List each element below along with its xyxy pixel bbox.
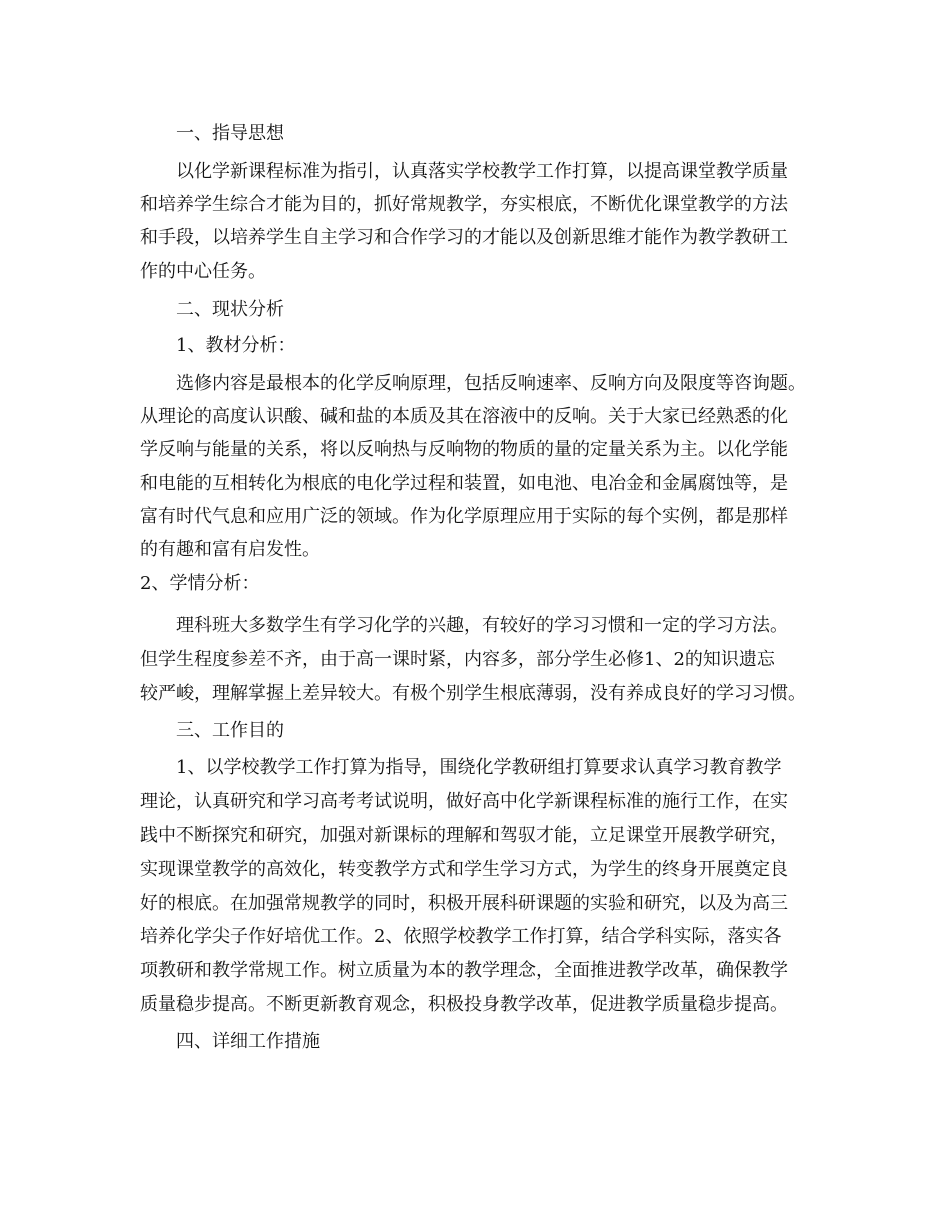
heading-work-goals: 三、工作目的 xyxy=(176,720,284,741)
paragraph-line: 好的根底。在加强常规教学的同时，积极开展科研课题的实验和研究，以及为高三 xyxy=(140,893,788,914)
paragraph-line: 富有时代气息和应用广泛的领域。作为化学原理应用于实际的每个实例，都是那样 xyxy=(140,506,788,527)
heading-current-analysis: 二、现状分析 xyxy=(176,299,284,320)
paragraph-line: 理论，认真研究和学习高考考试说明，做好高中化学新课程标准的施行工作，在实 xyxy=(140,791,788,812)
paragraph-line: 践中不断探究和研究，加强对新课标的理解和驾驭才能，立足课堂开展教学研究， xyxy=(140,825,788,846)
paragraph-line: 和培养学生综合才能为目的，抓好常规教学，夯实根底，不断优化课堂教学的方法 xyxy=(140,194,788,215)
paragraph-line: 和电能的互相转化为根底的电化学过程和装置，如电池、电冶金和金属腐蚀等，是 xyxy=(140,473,788,494)
paragraph-line: 项教研和教学常规工作。树立质量为本的教学理念，全面推进教学改革，确保教学 xyxy=(140,960,788,981)
paragraph-line: 和手段，以培养学生自主学习和合作学习的才能以及创新思维才能作为教学教研工 xyxy=(140,227,788,248)
paragraph-line: 选修内容是最根本的化学反响原理，包括反响速率、反响方向及限度等咨询题。 xyxy=(176,373,806,394)
paragraph-line: 较严峻，理解掌握上差异较大。有极个别学生根底薄弱，没有养成良好的学习习惯。 xyxy=(140,683,806,704)
paragraph-line: 1、以学校教学工作打算为指导，围绕化学教研组打算要求认真学习教育教学 xyxy=(176,757,782,778)
paragraph-line: 培养化学尖子作好培优工作。2、依照学校教学工作打算，结合学科实际，落实各 xyxy=(140,926,782,947)
paragraph-line: 但学生程度参差不齐，由于高一课时紧，内容多，部分学生必修1、2的知识遗忘 xyxy=(140,649,775,670)
paragraph-line: 质量稳步提高。不断更新教育观念，积极投身教学改革，促进教学质量稳步提高。 xyxy=(140,994,788,1015)
paragraph-line: 学反响与能量的关系，将以反响热与反响物的物质的量的定量关系为主。以化学能 xyxy=(140,439,788,460)
paragraph-line: 从理论的高度认识酸、碱和盐的本质及其在溶液中的反响。关于大家已经熟悉的化 xyxy=(140,406,788,427)
subheading-student-analysis: 2、学情分析： xyxy=(140,573,260,594)
paragraph-line: 作的中心任务。 xyxy=(140,261,266,282)
paragraph-line: 理科班大多数学生有学习化学的兴趣，有较好的学习习惯和一定的学习方法。 xyxy=(176,615,788,636)
paragraph-line: 以化学新课程标准为指引，认真落实学校教学工作打算，以提高课堂教学质量 xyxy=(176,161,788,182)
heading-guiding-ideology: 一、指导思想 xyxy=(176,123,284,144)
paragraph-line: 的有趣和富有启发性。 xyxy=(140,539,320,560)
heading-work-measures: 四、详细工作措施 xyxy=(176,1031,320,1052)
subheading-textbook-analysis: 1、教材分析： xyxy=(176,335,296,356)
paragraph-line: 实现课堂教学的高效化，转变教学方式和学生学习方式，为学生的终身开展奠定良 xyxy=(140,859,788,880)
